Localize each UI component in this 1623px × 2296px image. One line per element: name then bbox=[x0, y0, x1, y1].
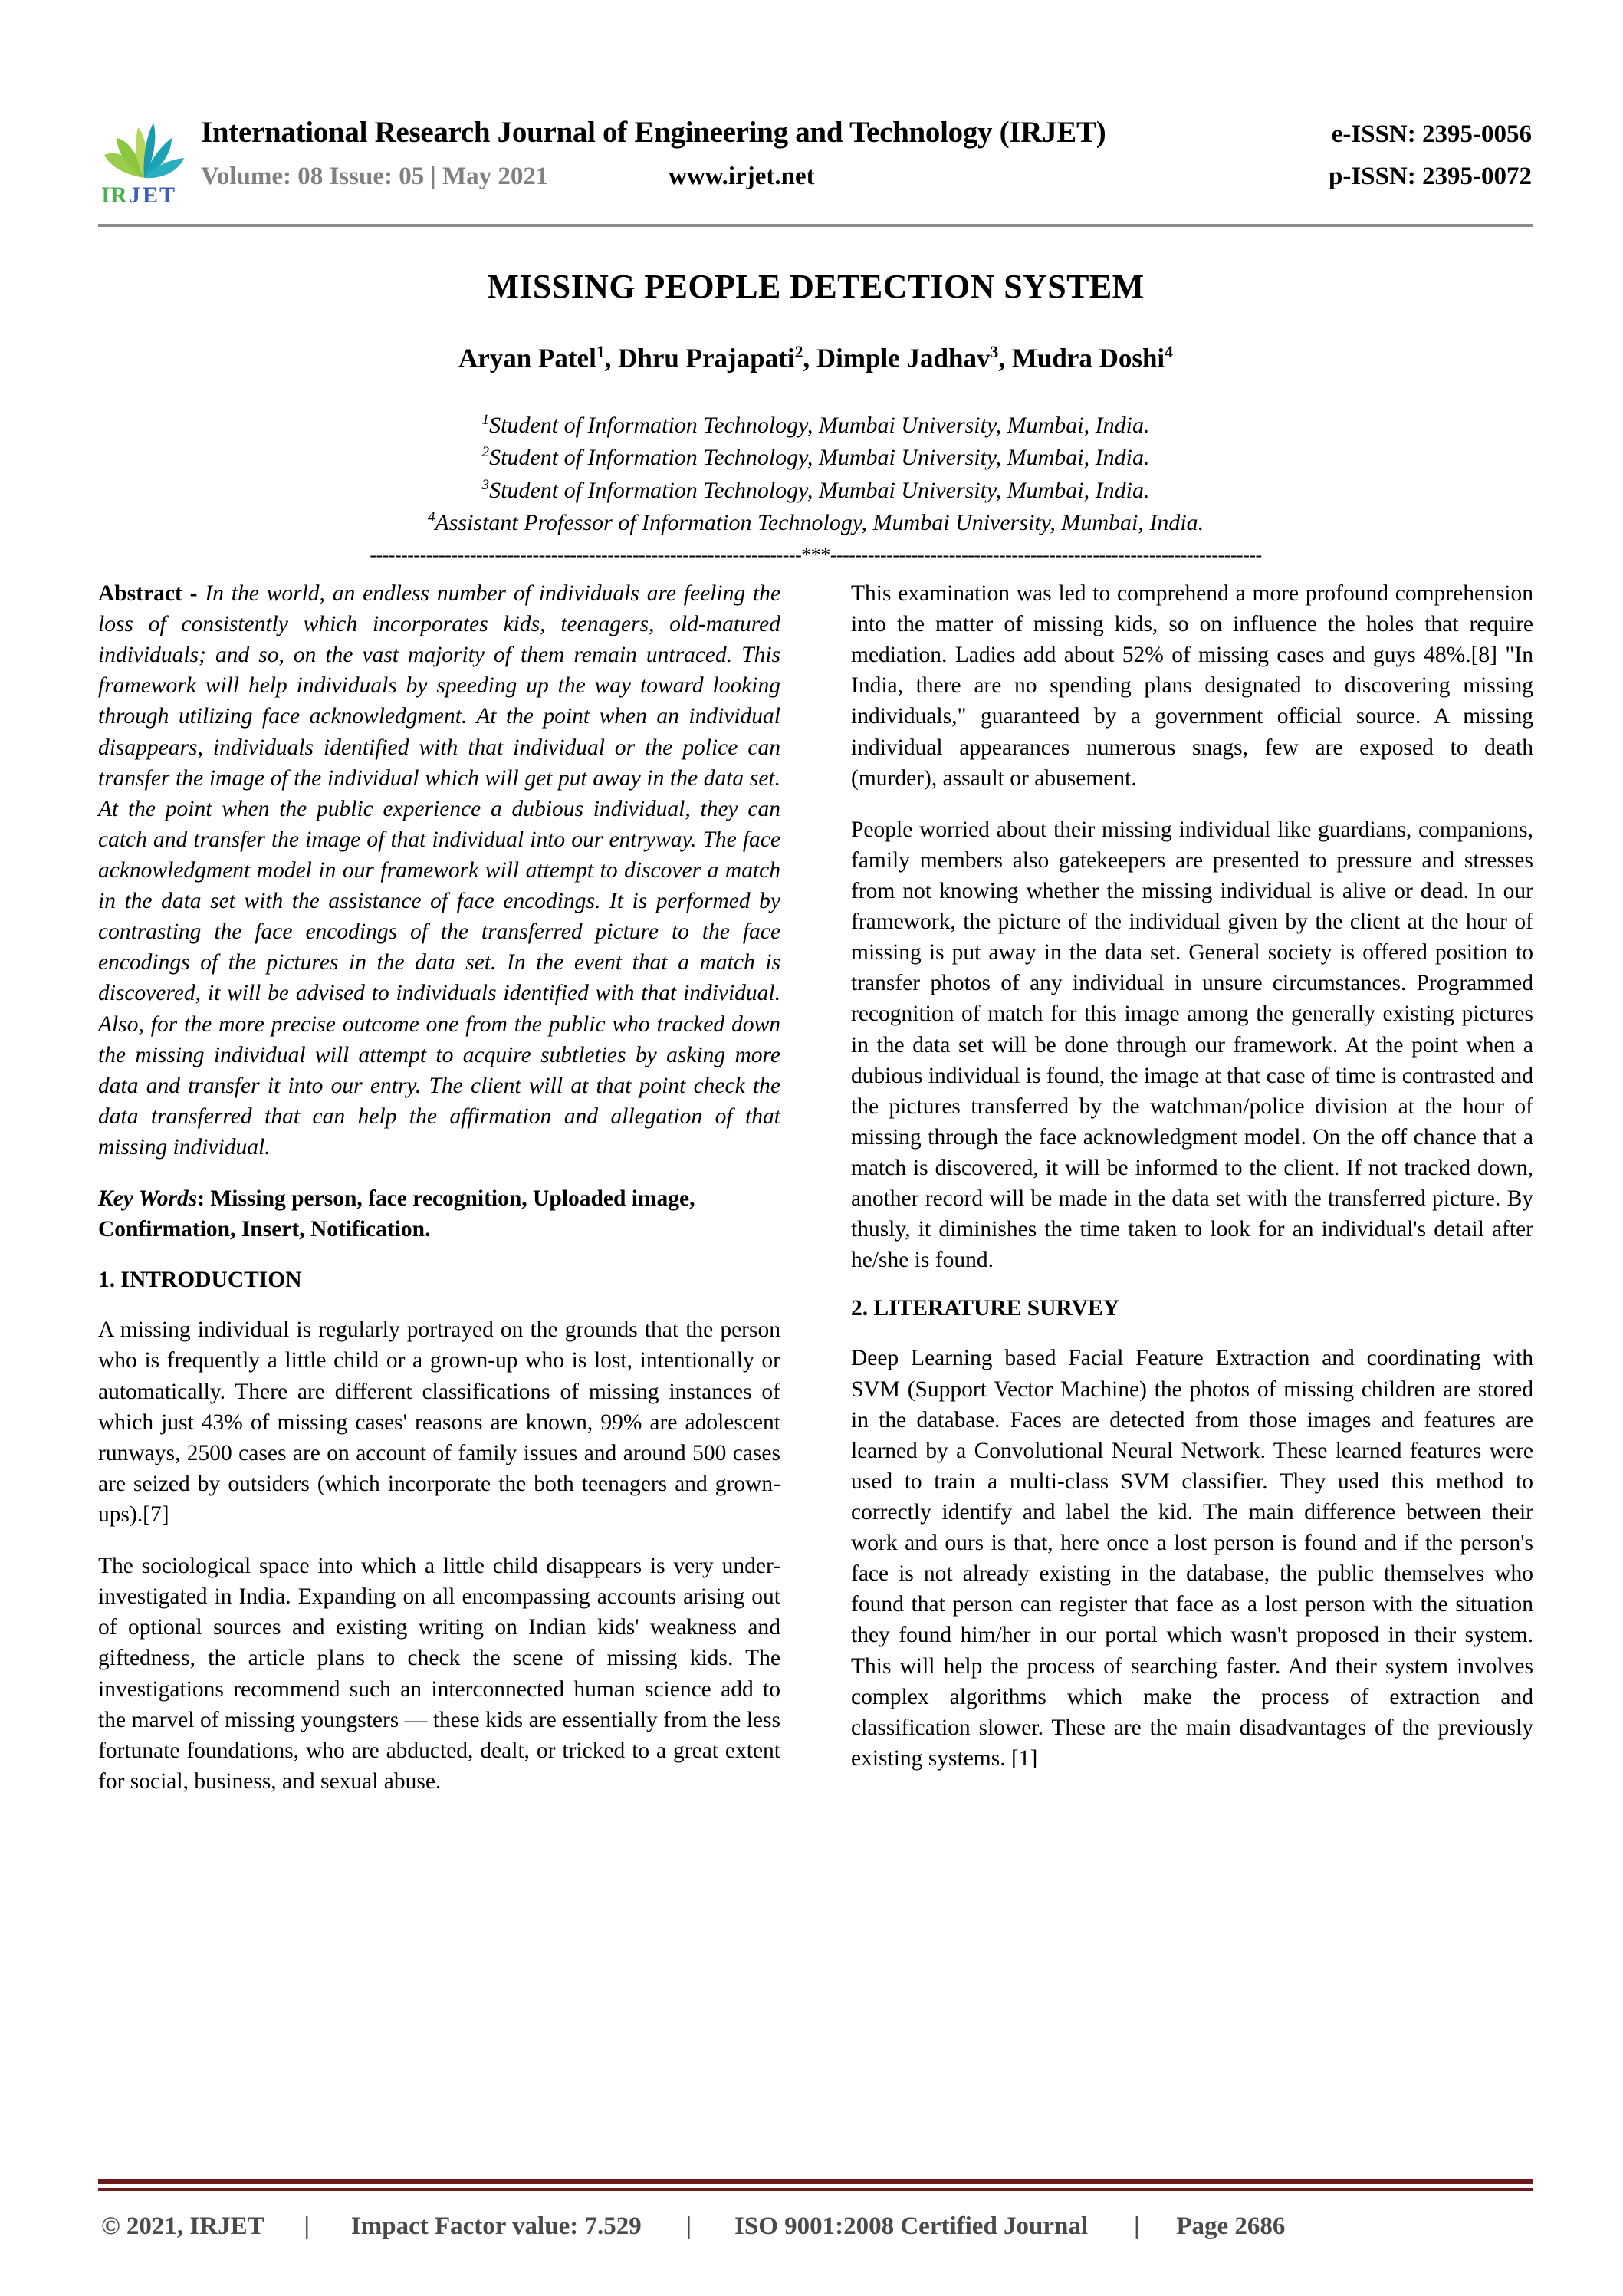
svg-text:I: I bbox=[101, 183, 110, 207]
affiliation-row bbox=[98, 442, 1533, 475]
page-footer bbox=[98, 2179, 1533, 2241]
keywords-label: Key Words bbox=[98, 1186, 198, 1212]
divider-right: --------------------------------------------------------------------- bbox=[830, 544, 1262, 567]
author-name-3: Dimple Jadhav bbox=[816, 343, 991, 373]
footer-page-number: Page 2686 bbox=[1176, 2212, 1286, 2240]
masthead-text bbox=[201, 115, 1533, 212]
abstract-text: In the world, an endless number of individuals are feeling the loss of consistently which incorporates kids, teenagers, old-matured individuals; and so, on the vast majority of them remain untraced. This framework will help individuals by speeding up the way toward looking through utilizing face acknowledgment. At the point when an individual disappears, individuals identified with that individual or the police can transfer the image of the individual which will get put away in the data set. At the point when the public experience a dubious individual, they can catch and transfer the image of that individual into our entryway. The face acknowledgment model in our framework will attempt to discover a match in the data set with the assistance of face encodings. It is performed by contrasting the face encodings of the transferred picture to the face encodings of the pictures in the data set. In the event that a match is discovered, it will be advised to individuals identified with that individual. Also, for the more precise outcome one from the public who tracked down the missing individual will attempt to acquire subtleties by asking more data and transfer it into our entry. The client will at that point check the data transferred that can help the affirmation and allegation of that missing individual. bbox=[98, 581, 780, 1160]
footer-rule-thick bbox=[98, 2179, 1533, 2184]
left-column bbox=[98, 578, 780, 1817]
p-issn: p-ISSN: 2395-0072 bbox=[1329, 163, 1532, 190]
footer-copyright: © 2021, IRJET bbox=[101, 2212, 264, 2240]
literature-paragraph-1: Deep Learning based Facial Feature Extraction and coordinating with SVM (Support Vector Machine) the photos of missing children are stored in the database. Faces are detected from those images and features are learned by a Convolutional Neural Network. These learned features were used to train a multi-class SVM classifier. They used this method to correctly identify and label the kid. The main difference between their work and ours is that, here once a lost person is found and if the person's face is not already existing in the database, the public themselves who found that person can register that face as a lost person with the situation they found him/her in our portal which wasn't proposed in their system. This will help the process of searching faster. And their system involves complex algorithms which make the process of extraction and classification slower. These are the main disadvantages of the previously existing systems. [1] bbox=[851, 1346, 1533, 1771]
intro-paragraph-2: The sociological space into which a little child disappears is very under-investigated in India. Expanding on all encompassing accounts arising out of optional sources and existing writing on Indian kids' weakness and giftedness, the article plans to check the scene of missing kids. The investigations recommend such an interconnected human science add to the marvel of missing youngsters — these kids are essentially from the less fortunate foundations, who are abducted, dealt, or tricked to a great extent for social, business, and sexual abuse. bbox=[98, 1554, 780, 1794]
section-heading-literature-survey: 2. LITERATURE SURVEY bbox=[851, 1296, 1120, 1321]
affiliation-row bbox=[98, 475, 1533, 508]
divider-left: --------------------------------------------------------------------- bbox=[370, 544, 802, 567]
affiliations bbox=[98, 410, 1533, 540]
keywords-text: : Missing person, face recognition, Uploaded image, Confirmation, Insert, Notification. bbox=[98, 1186, 695, 1242]
section-heading-introduction: 1. INTRODUCTION bbox=[98, 1268, 302, 1293]
footer-separator-1: | bbox=[304, 2212, 310, 2240]
author-name-1: Aryan Patel bbox=[458, 343, 596, 373]
abstract-label: Abstract - bbox=[98, 581, 205, 607]
svg-text:T: T bbox=[159, 183, 176, 207]
affiliation-row bbox=[98, 507, 1533, 540]
divider-stars: *** bbox=[801, 544, 830, 567]
section-divider-dashes bbox=[98, 544, 1533, 571]
footer-separator-3: | bbox=[1134, 2212, 1140, 2240]
body-columns bbox=[98, 578, 1533, 1817]
volume-issue-date: Volume: 08 Issue: 05 | May 2021 bbox=[201, 163, 549, 190]
affiliation-text-1: Student of Information Technology, Mumbai University, Mumbai, India. bbox=[489, 412, 1150, 438]
author-list: Aryan Patel$^1$, Dhru Prajapati$^2$, Dimple Jadhav$^3$, Mudra Doshi$^4$ bbox=[458, 343, 1173, 373]
svg-text:J: J bbox=[129, 183, 140, 207]
author-name-2: Dhru Prajapati bbox=[618, 343, 795, 373]
author-sup-2: 2 bbox=[794, 343, 803, 361]
author-name-4: Mudra Doshi bbox=[1011, 343, 1165, 373]
masthead-row-primary bbox=[201, 115, 1533, 163]
header-divider bbox=[98, 224, 1533, 227]
author-sup-3: 3 bbox=[990, 343, 999, 361]
footer-certification: ISO 9001:2008 Certified Journal bbox=[734, 2212, 1089, 2240]
masthead-row-secondary bbox=[201, 163, 1533, 206]
author-sup-1: 1 bbox=[596, 343, 605, 361]
affiliation-text-4: Assistant Professor of Information Technology, Mumbai University, Mumbai, India. bbox=[435, 510, 1204, 536]
journal-website[interactable]: www.irjet.net bbox=[669, 163, 815, 190]
affiliation-sup-4: 4 bbox=[427, 509, 435, 526]
svg-text:R: R bbox=[110, 183, 127, 207]
affiliation-sup-2: 2 bbox=[481, 444, 490, 461]
right-column bbox=[851, 578, 1533, 1817]
journal-title: International Research Journal of Engineering and Technology (IRJET) bbox=[201, 116, 1106, 149]
footer-rule-thin bbox=[98, 2188, 1533, 2191]
masthead bbox=[98, 0, 1533, 216]
right-paragraph-1: This examination was led to comprehend a more profound comprehension into the matter of missing kids, so on influence the holes that require mediation. Ladies add about 52% of missing cases and guys 48%.[8] "In India, there are no spending plans designated to discovering missing individuals," guaranteed by a government official source. A missing individual appearances numerous snags, few are exposed to death (murder), assault or abusement. bbox=[851, 581, 1533, 791]
irjet-logo-icon bbox=[98, 110, 190, 207]
affiliation-row bbox=[98, 410, 1533, 442]
irjet-logo bbox=[98, 110, 190, 207]
svg-text:E: E bbox=[143, 183, 159, 207]
column-gutter bbox=[780, 578, 851, 1817]
abstract-paragraph bbox=[98, 578, 780, 1163]
author-sup-4: 4 bbox=[1165, 343, 1173, 361]
affiliation-sup-1: 1 bbox=[481, 411, 490, 428]
right-paragraph-2: People worried about their missing individual like guardians, companions, family members also gatekeepers are presented to pressure and stresses from not knowing whether the missing individual is alive or dead. In our framework, the picture of the individual given by the client at the hour of missing is put away in the data set. General society is offered position to transfer photos of any individual in unsure circumstances. Programmed recognition of match for this image among the generally existing pictures in the data set will be done through our framework. At the point when a dubious individual is found, the image at that case of time is contrasted and the pictures transferred by the watchman/police division at the hour of missing through the face acknowledgment model. On the off chance that a match is discovered, it will be informed to the client. If not tracked down, another record will be made in the data set with the transferred picture. By thusly, it diminishes the time taken to look for an individual's detail after he/she is found. bbox=[851, 817, 1533, 1273]
e-issn: e-ISSN: 2395-0056 bbox=[1331, 120, 1532, 148]
affiliation-text-3: Student of Information Technology, Mumbai University, Mumbai, India. bbox=[489, 477, 1150, 503]
keywords-paragraph bbox=[98, 1183, 780, 1245]
affiliation-sup-3: 3 bbox=[481, 476, 490, 493]
page-inner bbox=[98, 0, 1533, 2296]
paper-title: MISSING PEOPLE DETECTION SYSTEM bbox=[487, 268, 1145, 305]
footer-impact-factor: Impact Factor value: 7.529 bbox=[350, 2212, 642, 2240]
intro-paragraph-1: A missing individual is regularly portrayed on the grounds that the person who is frequently a little child or a grown-up who is lost, intentionally or automatically. There are different classifications of missing instances of which just 43% of missing cases' reasons are known, 99% are adolescent runways, 2500 cases are on account of family issues and around 500 cases are seized by outsiders (which incorporate the both teenagers and grown-ups).[7] bbox=[98, 1317, 780, 1527]
footer-line bbox=[98, 2212, 1533, 2241]
affiliation-text-2: Student of Information Technology, Mumbai University, Mumbai, India. bbox=[489, 445, 1150, 471]
footer-separator-2: | bbox=[685, 2212, 692, 2240]
